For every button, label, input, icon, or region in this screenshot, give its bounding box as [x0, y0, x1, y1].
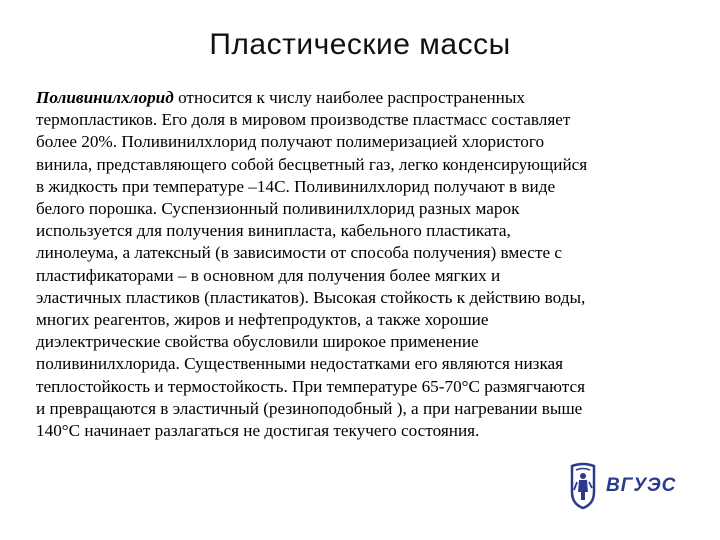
logo [566, 462, 676, 510]
paragraph-line: пластификаторами – в основном для получения более мягких и [36, 265, 501, 285]
highlighted-term: Поливинилхлорид [36, 88, 174, 107]
paragraph-line: теплостойкость и термостойкость. При температуре 65-70°С размягчаются [36, 376, 586, 396]
page-title: Пластические массы [209, 28, 511, 61]
paragraph-line: 140°С начинает разлагаться не достигая текучего состояния. [36, 421, 480, 441]
paragraph-line: линолеума, а латексный (в зависимости от способа получения) вместе с [36, 243, 563, 263]
paragraph-line: винила, представляющего собой бесцветный газ, легко конденсирующийся [36, 154, 588, 174]
paragraph-line: эластичных пластиков (пластикатов). Высокая стойкость к действию воды, [36, 287, 586, 307]
paragraph-line: относится к числу наиболее распространенных [173, 88, 525, 107]
paragraph-line: и превращаются в эластичный (резиноподобный ), а при нагревании выше [36, 398, 583, 418]
paragraph-line: многих реагентов, жиров и нефтепродуктов, а также хорошие [36, 310, 489, 330]
paragraph-line: термопластиков. Его доля в мировом производстве пластмасс составляет [36, 110, 571, 130]
body-paragraph [36, 87, 686, 442]
paragraph-line: поливинилхлорида. Существенными недостатками его являются низкая [36, 354, 564, 374]
paragraph-line: используется для получения винипласта, кабельного пластиката, [36, 221, 511, 241]
paragraph-line: более 20%. Поливинилхлорид получают полимеризацией хлористого [36, 132, 545, 152]
logo-text: ВГУЭС [606, 475, 677, 496]
paragraph-line: в жидкость при температуре –14С. Поливинилхлорид получают в виде [36, 176, 556, 196]
paragraph-line: белого порошка. Суспензионный поливинилхлорид разных марок [36, 199, 520, 219]
paragraph-line: диэлектрические свойства обусловили широкое применение [36, 332, 479, 352]
